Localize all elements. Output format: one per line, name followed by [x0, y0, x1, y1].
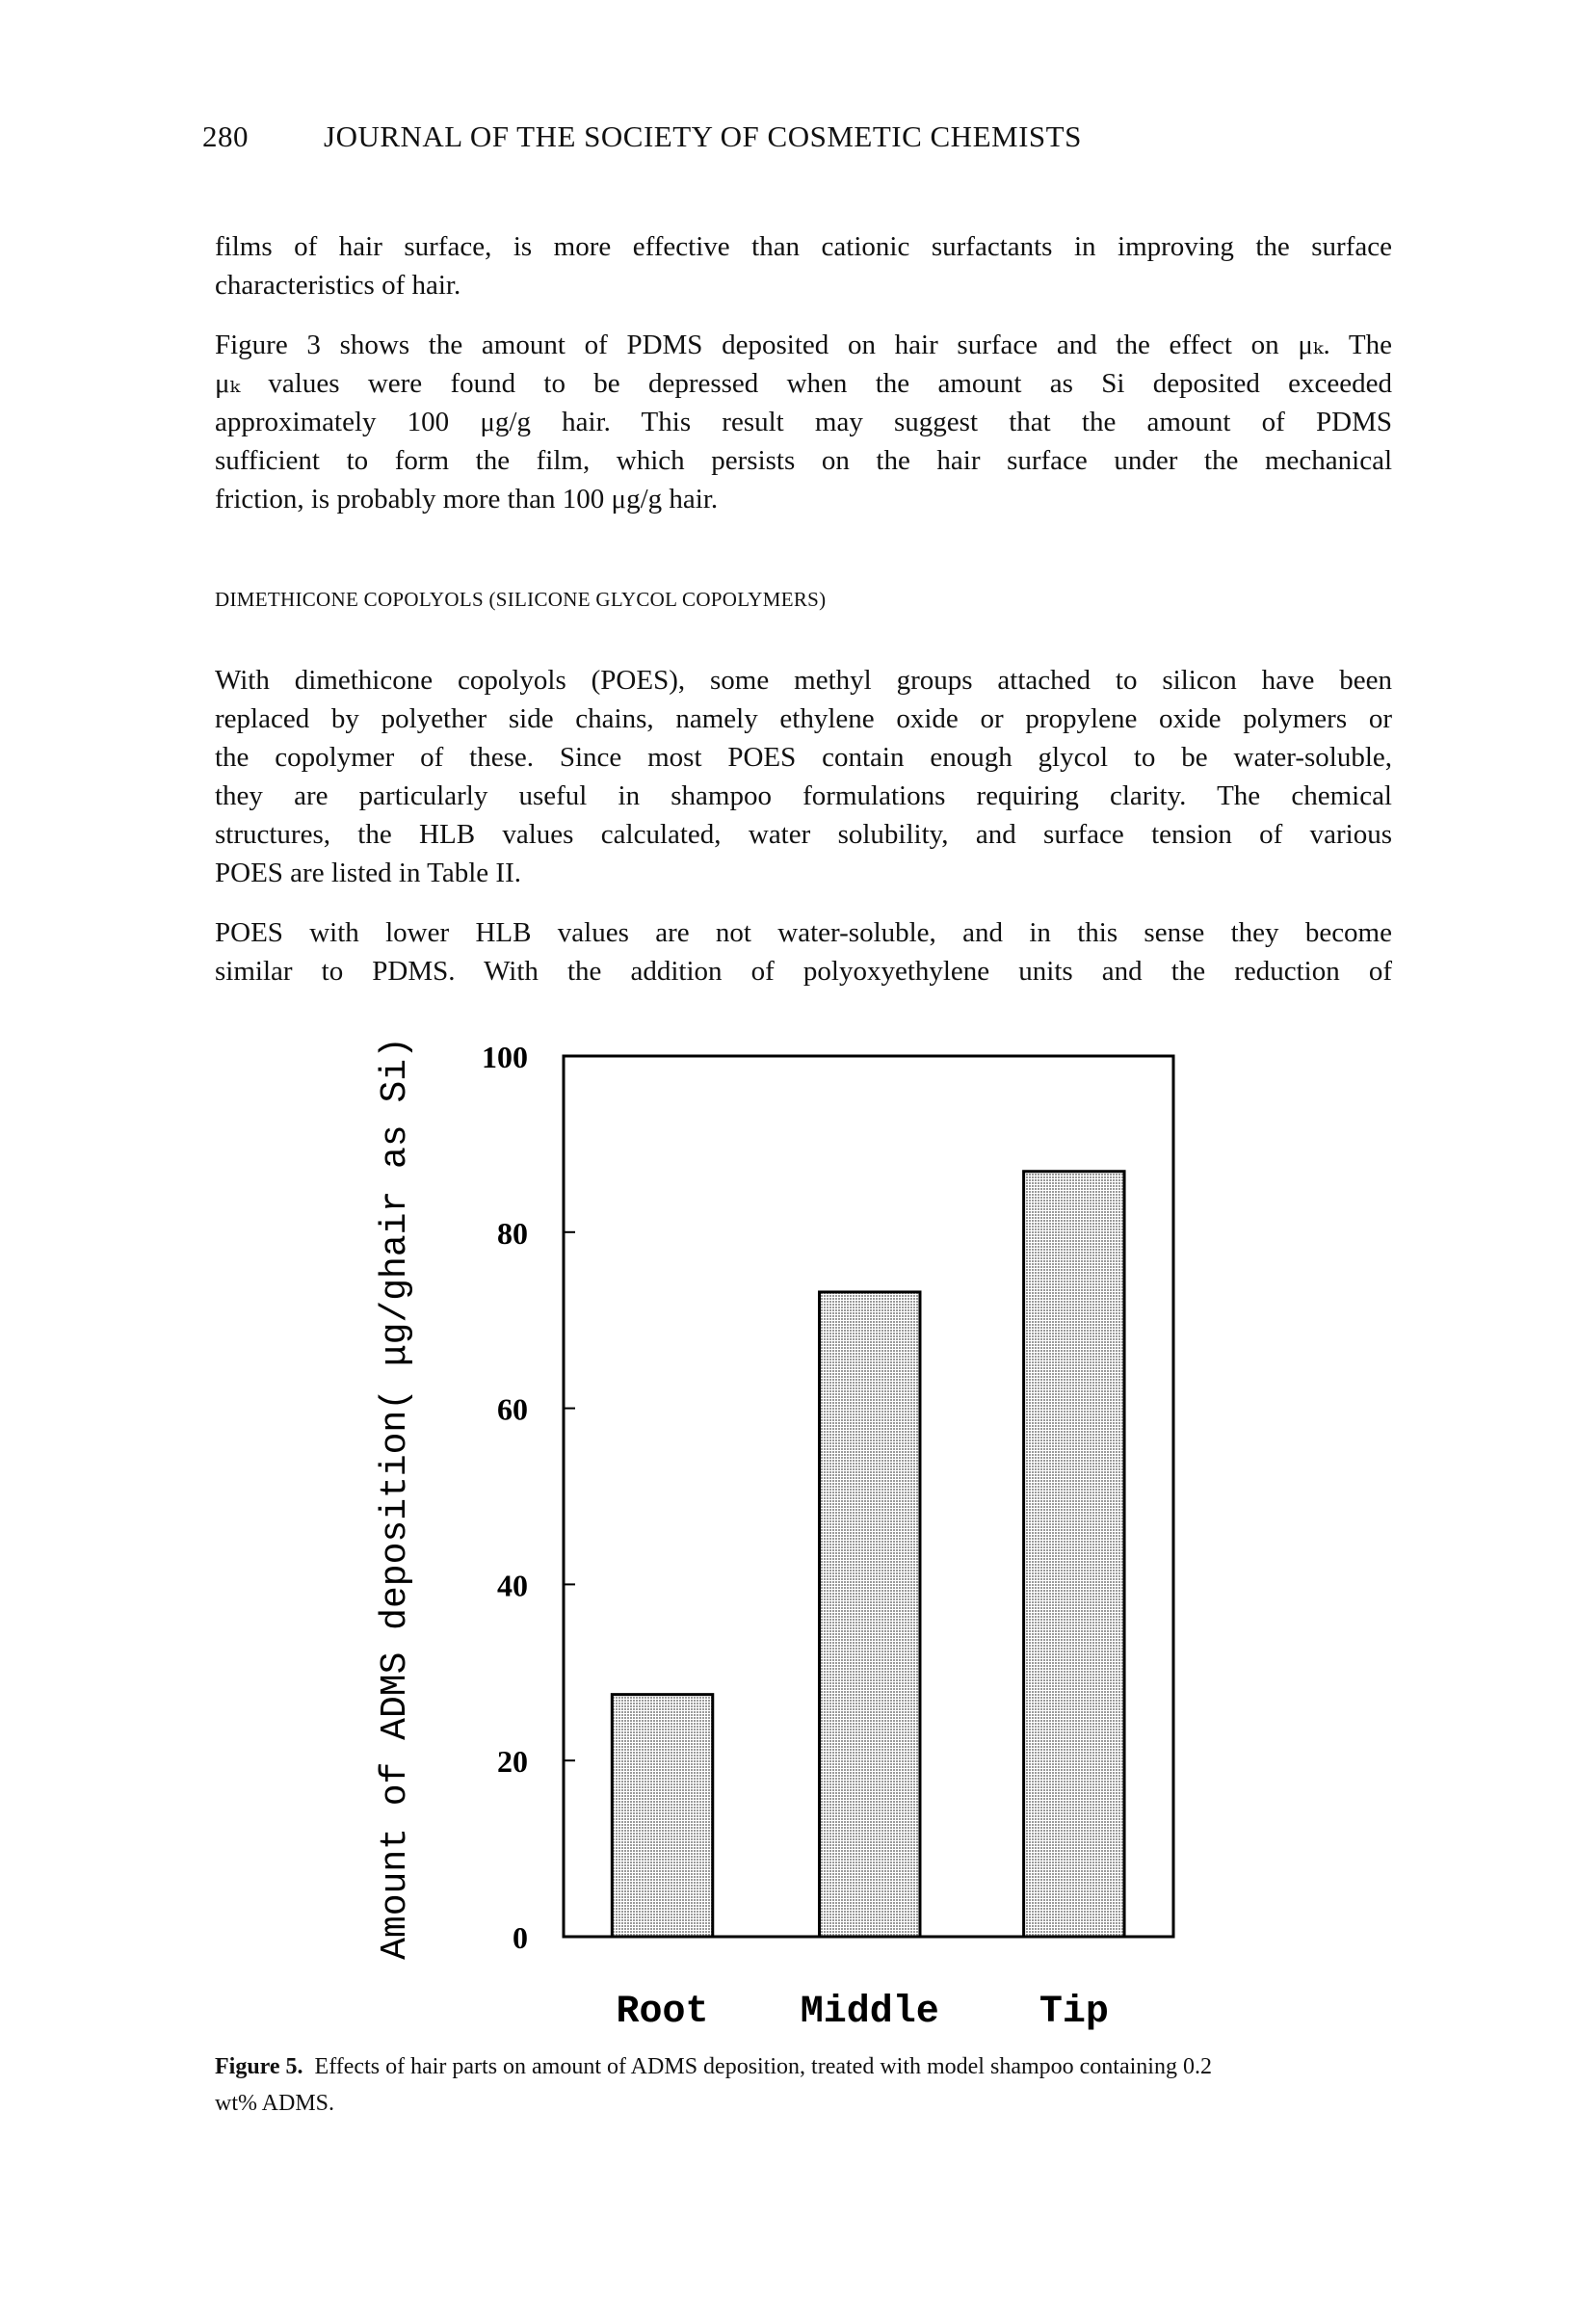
- text-line: structures, the HLB values calculated, water solubility, and surface tension of various: [215, 819, 1392, 850]
- y-tick-label: 100: [482, 1040, 528, 1074]
- section-heading: DIMETHICONE COPOLYOLS (SILICONE GLYCOL COPOLYMERS): [215, 588, 827, 611]
- x-tick-label: Tip: [1039, 1991, 1109, 2034]
- y-axis-label: Amount of ADMS deposition( μg/ghair as Si): [375, 1037, 416, 1960]
- text-line: the copolymer of these. Since most POES contain enough glycol to be water-soluble,: [215, 742, 1392, 773]
- figure-label: Figure 5.: [215, 2054, 303, 2079]
- text-line: they are particularly useful in shampoo formulations requiring clarity. The chemical: [215, 780, 1392, 811]
- text-line: sufficient to form the film, which persists on the hair surface under the mechanical: [215, 445, 1392, 476]
- text-line: μₖ values were found to be depressed when the amount as Si deposited exceeded: [215, 368, 1392, 399]
- text-line: POES with lower HLB values are not water-soluble, and in this sense they become: [215, 917, 1392, 948]
- figure-caption: [215, 2048, 1392, 2085]
- y-tick-label: 80: [497, 1215, 528, 1251]
- text-line: POES are listed in Table II.: [215, 858, 521, 888]
- page-number: 280: [202, 119, 249, 153]
- bar-root: [612, 1695, 712, 1937]
- text-line: replaced by polyether side chains, namely ethylene oxide or propylene oxide polymers or: [215, 703, 1392, 734]
- text-line: Figure 3 shows the amount of PDMS deposited on hair surface and the effect on μₖ. The: [215, 330, 1392, 360]
- x-tick-label: Middle: [800, 1991, 939, 2034]
- bar-tip: [1024, 1172, 1124, 1937]
- x-tick-label: Root: [616, 1991, 709, 2034]
- text-line: friction, is probably more than 100 μg/g hair.: [215, 484, 719, 515]
- y-tick-label: 40: [497, 1568, 528, 1603]
- y-tick-label: 20: [497, 1744, 528, 1780]
- text-line: films of hair surface, is more effective than cationic surfactants in improving the surface: [215, 231, 1392, 262]
- text-line: similar to PDMS. With the addition of polyoxyethylene units and the reduction of: [215, 956, 1392, 987]
- y-tick-label: 0: [513, 1920, 528, 1955]
- bar-middle: [820, 1292, 920, 1937]
- text-line: approximately 100 μg/g hair. This result may suggest that the amount of PDMS: [215, 407, 1392, 437]
- y-tick-label: 60: [497, 1391, 528, 1427]
- caption-text: Effects of hair parts on amount of ADMS deposition, treated with model shampoo containing 0.2: [314, 2054, 1212, 2079]
- journal-title: JOURNAL OF THE SOCIETY OF COSMETIC CHEMISTS: [324, 119, 1082, 153]
- caption-text-line2: wt% ADMS.: [215, 2091, 335, 2116]
- text-line: With dimethicone copolyols (POES), some methyl groups attached to silicon have been: [215, 665, 1392, 696]
- text-line: characteristics of hair.: [215, 270, 461, 301]
